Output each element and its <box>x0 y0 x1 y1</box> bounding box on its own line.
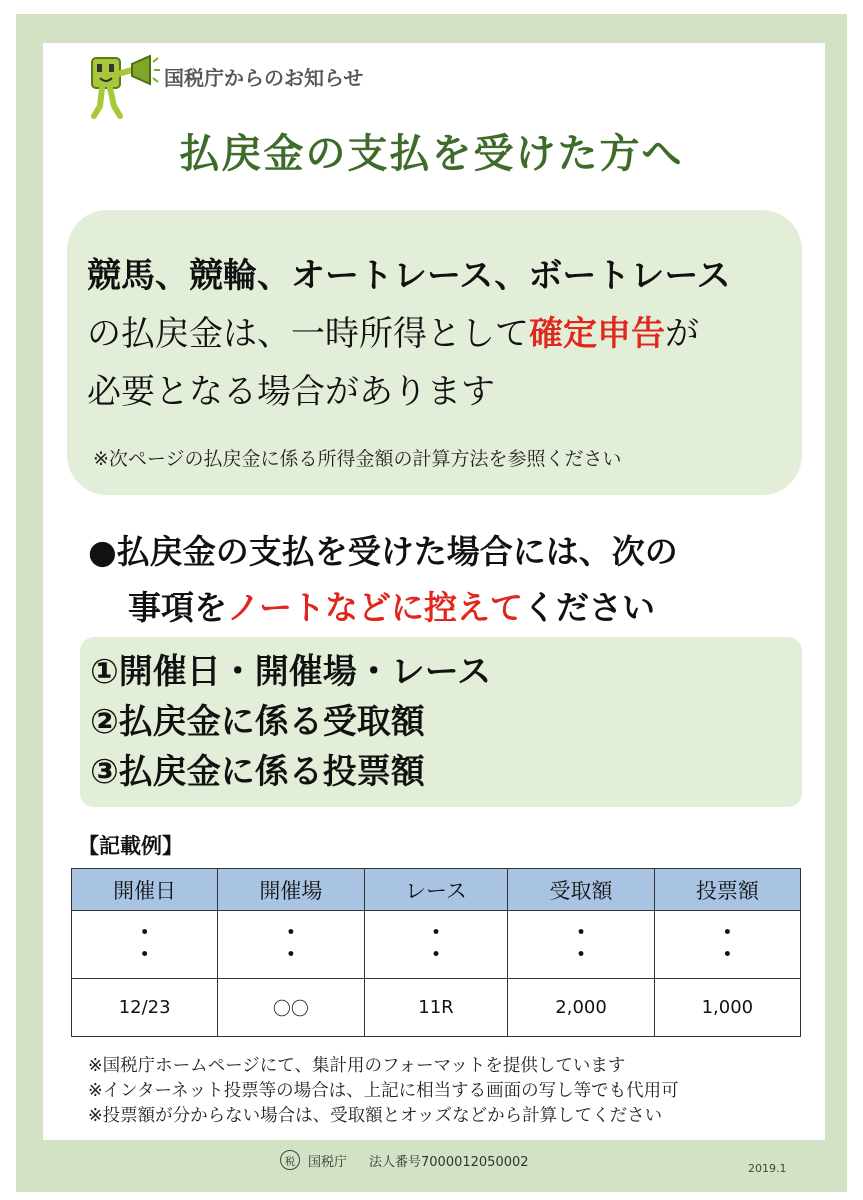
instruction-block <box>88 524 808 636</box>
table-cell: 1,000 <box>654 979 800 1037</box>
column-header: 投票額 <box>654 869 800 911</box>
footnote: ※国税庁ホームページにて、集計用のフォーマットを提供しています <box>88 1056 626 1076</box>
table-cell: ・ ・ <box>508 911 654 979</box>
column-header: 開催日 <box>72 869 218 911</box>
column-header: 開催場 <box>218 869 364 911</box>
header-row <box>88 54 488 124</box>
table-row <box>72 979 801 1037</box>
notice-line-2-prefix: の払戻金は、一時所得として <box>87 314 529 354</box>
agency-seal-icon: 税 <box>280 1150 300 1170</box>
issue-date: 2019.1 <box>748 1162 787 1175</box>
page-title: 払戻金の支払を受けた方へ <box>179 131 684 177</box>
example-table <box>71 868 801 1037</box>
mascot-megaphone-icon <box>88 54 160 120</box>
footer <box>280 1150 529 1170</box>
table-cell: 11R <box>364 979 508 1037</box>
notice-line-1: 競馬、競輪、オートレース、ボートレース <box>87 256 731 296</box>
footer-agency: 国税庁 <box>308 1154 348 1170</box>
table-row <box>72 911 801 979</box>
instruction-line-2-prefix: 事項を <box>128 588 227 627</box>
footnote: ※インターネット投票等の場合は、上記に相当する画面の写し等でも代用可 <box>88 1081 679 1101</box>
notice-box <box>67 210 802 495</box>
agency-notice: 国税庁からのお知らせ <box>164 66 364 90</box>
record-item: ②払戻金に係る受取額 <box>90 702 425 742</box>
footnotes <box>88 1054 808 1129</box>
corporate-number: 法人番号7000012050002 <box>369 1154 529 1170</box>
record-item: ③払戻金に係る投票額 <box>90 752 425 792</box>
record-item: ①開催日・開催場・レース <box>90 652 492 692</box>
table-cell: 〇〇 <box>218 979 364 1037</box>
table-cell: ・ ・ <box>218 911 364 979</box>
example-label: 【記載例】 <box>78 834 183 858</box>
footnote: ※投票額が分からない場合は、受取額とオッズなどから計算してください <box>88 1106 663 1126</box>
notice-line-2 <box>87 306 699 355</box>
table-cell: 12/23 <box>72 979 218 1037</box>
table-cell: ・ ・ <box>364 911 508 979</box>
record-items-box <box>80 637 802 807</box>
instruction-line-1: ●払戻金の支払を受けた場合には、次の <box>88 532 678 571</box>
instruction-line-2-suffix: ください <box>523 588 656 627</box>
table-cell: 2,000 <box>508 979 654 1037</box>
notice-line-3: 必要となる場合があります <box>87 372 495 412</box>
notice-small-note: ※次ページの払戻金に係る所得金額の計算方法を参照ください <box>93 448 622 470</box>
column-header: レース <box>364 869 508 911</box>
table-cell: ・ ・ <box>654 911 800 979</box>
column-header: 受取額 <box>508 869 654 911</box>
notice-line-2-suffix: が <box>665 314 699 354</box>
instruction-line-2 <box>88 580 808 636</box>
instruction-emphasis: ノートなどに控えて <box>227 588 524 627</box>
table-header-row <box>72 869 801 911</box>
notice-emphasis: 確定申告 <box>529 314 665 354</box>
table-cell: ・ ・ <box>72 911 218 979</box>
